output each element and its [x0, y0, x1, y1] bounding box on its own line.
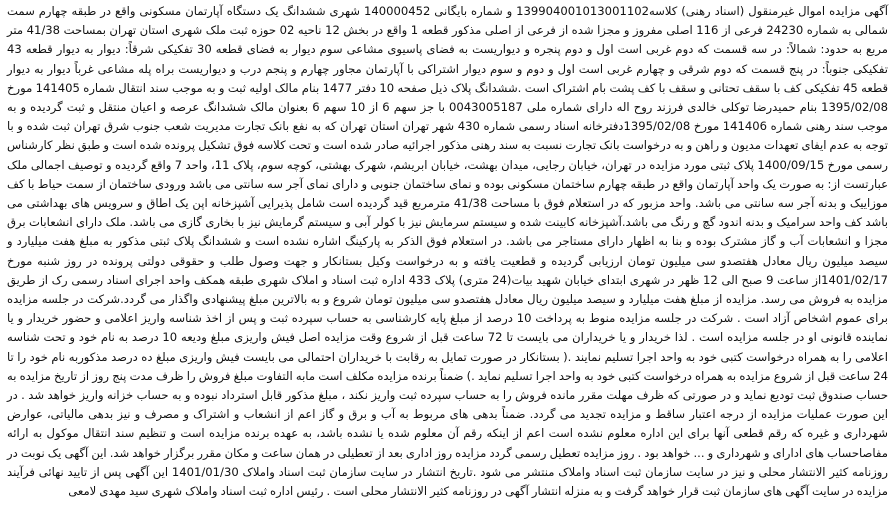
notice-body: آگهی مزایده اموال غیرمنقول (اسناد رهنی) کلاسه139904001013001102 و شماره بایگانی 140000452 شهری ششدانگ یک دستگاه آپارتمان مسکونی واقع در طبقه چهارم سمت شمالی به شماره 24230 فرعی از 116 اصلی مفروز و مجزا شده از فرعی از اصلی مذکور قطعه 1 واقع در بخش 12 ناحیه 02 حوزه ثبت ملک شهری استان تهران بمساحت 41/38 متر مربع به حدود: شمالاً: در سه قسمت که دوم غربی است اول و دوم پنجره و دیواریست به فضای پاسیوی مشاعی سوم دیوار به فضای قطعه 30 تفکیکی شرقاً: دیوار به دیوار قطعه 43 تفکیکی جنوباً: در پنج قسمت که دوم شرقی و چهارم غربی است اول و دوم و سوم دیوار اشتراکی با آپارتمان مجاور چهارم و پنجم درب و دیواریست براه پله مشاعی غرباً دیوار به دیوار قطعه 45 تفکیکی کف با سقف تحتانی و سقف با کف پشت بام اشتراک است .ششدانگ پلاک ذیل صفحه 10 دفتر 1477 بنام مالک اولیه ثبت و به موجب سند انتقال شماره 141405 مورخ 1395/02/08 بنام حمیدرضا توکلی خالدی فرزند روح اله دارای شماره ملی 0043005187 با جز سهم 6 از 10 سهم 6 بعنوان مالک ششدانگ عرصه و اعیان منتقل و ثبت گردیده و به موجب سند رهنی شماره 141406 مورخ 1395/02/08دفترخانه اسناد رسمی شماره 430 شهر تهران استان تهران که به نفع بانک تجارت مدیریت شعب جنوب شرق تهران ثبت شده و با توجه به عدم ایفای تعهدات مدیون و راهن و به درخواست بانک تجارت نسبت به سند رهنی مذکور اجرائیه صادر شده است و تحت کلاسه فوق تشکیل پرونده شده است و طبق نظر کارشناس رسمی مورخ 1400/09/15 پلاک ثبتی مورد مزایده در تهران، خیابان رجایی، میدان بهشت، خیابان ابریشم، شهرک بهشتی، کوچه سوم، پلاک 11، واحد 7 واقع گردیده و توصیف اجمالی ملک عبارتست از: به صورت یک واحد آپارتمان واقع در طبقه چهارم ساختمان مسکونی بوده و نمای ساختمان جنوبی و دارای نمای آجر سه سانتی می باشد ورودی ساختمان از سمت حیاط با کف موزاییک و بدنه آجر سه سانتی می باشد. واحد مزبور که در استعلام فوق با مساحت 41/38 مترمربع قید گردیده است شامل پذیرایی آشپزخانه اپن یک اطاق و سرویس های بهداشتی می باشد کف واحد سرامیک و بدنه اندود گچ و رنگ می باشد.آشپزخانه کابینت شده و سیستم سرمایش نیز با کولر آبی و سیستم گرمایش نیز با بخاری گازی می باشد. ملک دارای انشعابات برق مجزا و انشعابات آب و گاز مشترک بوده و بنا به اظهار دارای مستاجر می باشد. در استعلام فوق الذکر به پارکینگ اشاره نشده است و ششدانگ پلاک ثبتی مذکور به مبلغ هفت میلیارد و سیصد میلیون ریال معادل هفتصدو سی میلیون تومان ارزیابی گردیده و قطعیت یافته و به درخواست وکیل بستانکار و جهت وصول طلب و حقوقی دولتی پرونده در روز شنبه مورخ 1401/02/17از ساعت 9 صبح الی 12 ظهر در شهری ابتدای خیابان شهید بیات(24 متری) پلاک 433 اداره ثبت اسناد و املاک شهری طبقه همکف واحد اجرای اسناد رسمی رک از طریق مزایده به فروش می رسد. مزایده از مبلغ هفت میلیارد و سیصد میلیون ریال معادل هفتصدو سی میلیون تومان شروع و به بالاترین مبلغ پیشنهادی واگذار می گردد.شرکت در جلسه مزایده برای عموم اشخاص آزاد است . شرکت در جلسه مزایده منوط به پرداخت 10 درصد از مبلغ پایه کارشناسی به حساب سپرده ثبت و پس از اخذ شناسه واریز اعلامی و حضور خریدار و یا نماینده قانونی او در جلسه مزایده است . لذا خریدار و یا خریداران می بایست تا 72 ساعت قبل از شروع وقت مزایده اصل فیش واریزی مبلغ ودیعه 10 درصد به نام خود و تحت شناسه اعلامی را به همراه درخواست کتبی خود به واحد اجرا تسلیم نمایند .( بستانکار در صورت تمایل به رقابت با خریداران احتمالی می بایست فیش واریزی مبلغ ده درصد مذکوربه نام خود را تا 24 ساعت قبل از شروع مزایده به همراه درخواست کتبی خود به واحد اجرا تسلیم نماید .) ضمناً برنده مزایده مکلف است مابه التفاوت مبلغ فروش را ظرف مدت پنج روز از تاریخ مزایده به حساب صندوق ثبت تودیع نماید و در صورتی که ظرف مهلت مقرر مانده فروش را به حساب سپرده ثبت واریز نکند ، مبلغ مذکور قابل استرداد نبوده و به حساب خزانه واریز خواهد شد . در این صورت عملیات مزایده از درجه اعتبار ساقط و مزایده تجدید می گردد. ضمناً بدهی های مربوط به آب و برق و گاز اعم از انشعاب و اشتراک و مصرف و نیز بدهی مالیاتی، عوارض شهرداری و غیره که رقم قطعی آنها برای این اداره معلوم نشده است اعم از اینکه رقم آن معلوم شده یا نشده باشد، به عهده برنده مزایده است و تنظیم سند انتقال موکول به ارائه مفاصاحساب های ادارای و شهرداری و ... خواهد بود . روز مزایده تعطیل رسمی گردد مزایده روز اداری بعد از تعطیلی در همان ساعت و مکان مقرر برگزار خواهد شد. این آگهی یک نوبت در روزنامه کثیر الانتشار محلی و نیز در سایت سازمان ثبت اسناد واملاک منتشر می شود .تاریخ انتشار در سایت سازمان ثبت اسناد واملاک 1401/01/30 این آگهی پس از تایید نهائی فرآیند مزایده در سایت آگهی های سازمان ثبت قرار خواهد گرفت و به منزله انتشار آگهی در روزنامه کثیر الانتشار محلی است . رئیس اداره ثبت اسناد واملاک شهری سید مهدی لامعی [7, 4, 889, 499]
